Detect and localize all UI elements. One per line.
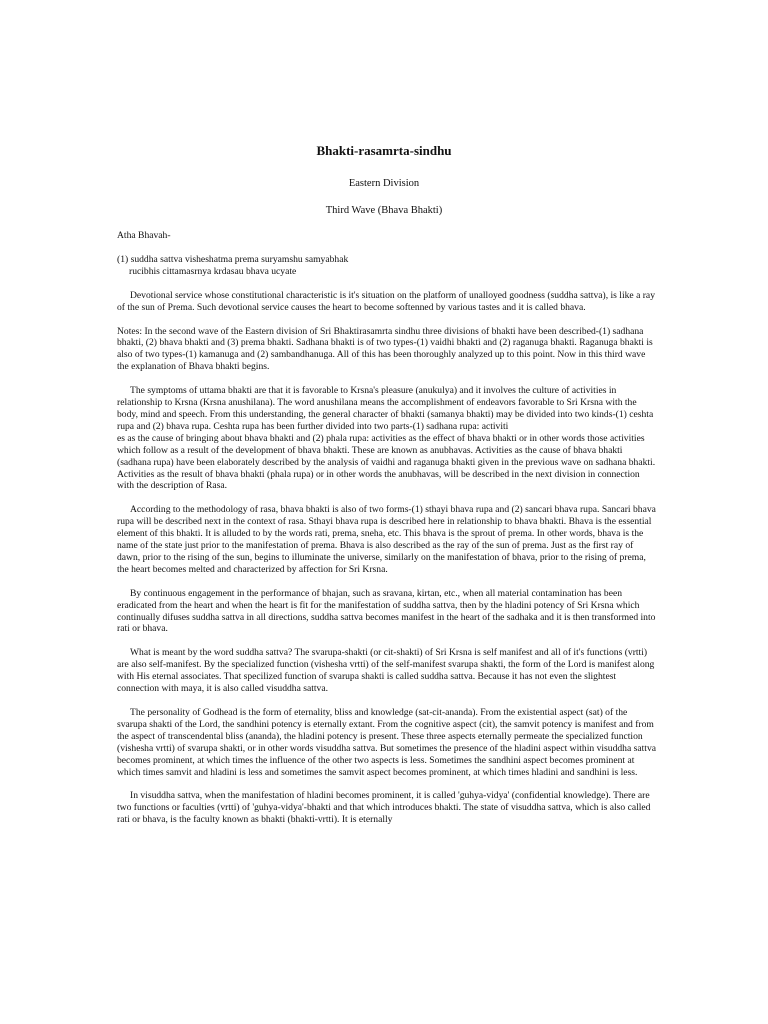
section-heading: Atha Bhavah- (117, 230, 171, 241)
paragraph: es as the cause of bringing about bhava bhakti and (2) phala rupa: activities as the effect of bhava bhakti or in other words those activities which follow as a result of the development of bhava bhakti. These are known as anubhavas. Activities as the cause of bhava bhakti (sadhana rupa) have been elaborately described by the analysis of vaidhi and raganuga bhakti given in the previous wave on sadhana bhakti. Activities as the result of bhava bhakti (phala rupa) or in other words the anubhavas, will be described in the next division in connection with the description of Rasa. (117, 432, 656, 492)
paragraph: The personality of Godhead is the form of eternality, bliss and knowledge (sat-cit-ananda). From the existential aspect (sat) of the svarupa shakti of the Lord, the sandhini potency is eternally extant. From the cognitive aspect (cit), the samvit potency is manifest and from the aspect of transcendental bliss (ananda), the hladini potency is present. These three aspects eternally permeate the specialized function (vishesha vrtti) of svarupa shakti, or in other words visuddha sattva. But sometimes the presence of the hladini aspect within visuddha sattva becomes prominent, at which times the influence of the other two aspects is less. Sometimes the sandhini aspect becomes prominent at which times samvit and hladini is less and sometimes the samvit aspect becomes prominent, at which times hladini and sandhini is less. (117, 707, 656, 778)
paragraph: In visuddha sattva, when the manifestation of hladini becomes prominent, it is called 'guhya-vidya' (confidential knowledge). There are two functions or faculties (vrtti) of 'guhya-vidya'-bhakti and that which introduces bhakti. The state of visuddha sattva, which is also called rati or bhava, is the faculty known as bhakti (bhakti-vrtti). It is eternally (117, 790, 651, 826)
paragraph: Notes: In the second wave of the Eastern division of Sri Bhaktirasamrta sindhu three divisions of bhakti have been described-(1) sadhana bhakti, (2) bhava bhakti and (3) prema bhakti. Sadhana bhakti is of two types-(1) vaidhi bhakti and (2) raganuga bhakti. Raganuga bhakti is also of two types-(1) kamanuga and (2) sambandhanuga. All of this has been thoroughly analyzed up to this point. Now in this third wave the explanation of Bhava bhakti begins. (117, 325, 653, 373)
paragraph: By continuous engagement in the performance of bhajan, such as sravana, kirtan, etc., when all material contamination has been eradicated from the heart and when the heart is fit for the manifestation of suddha sattva, then by the hladini potency of Sri Krsna which continually difuses suddha sattva in all directions, suddha sattva becomes manifest in the heart of the sadhaka and it is then transformed into rati or bhava. (117, 587, 656, 635)
wave-subtitle: Third Wave (Bhava Bhakti) (325, 205, 443, 216)
verse-block (117, 254, 657, 278)
verse-line-1: (1) suddha sattva visheshatma prema suryamshu samyabhak (117, 253, 349, 265)
division-subtitle: Eastern Division (348, 178, 420, 189)
document-title: Bhakti-rasamrta-sindhu (316, 143, 452, 158)
paragraph: Devotional service whose constitutional characteristic is it's situation on the platform of unalloyed goodness (suddha sattva), is like a ray of the sun of Prema. Such devotional service causes the heart to become softenned by various tastes and it is called bhava. (117, 289, 655, 313)
document-body (117, 230, 657, 838)
verse-line-2: rucibhis cittamasrnya krdasau bhava ucyate (129, 265, 297, 277)
paragraph: According to the methodology of rasa, bhava bhakti is also of two forms-(1) sthayi bhava rupa and (2) sancari bhava rupa. Sancari bhava rupa will be described next in the context of rasa. Sthayi bhava rupa is described here in relationship to bhava bhakti. Bhava is the essential element of this bhakti. It is alluded to by the words rati, prema, sneha, etc. This bhava is the sprout of prema. In other words, bhava is the name of the state just prior to the manifestation of prema. Bhava is also described as the ray of the sun of prema. Just as the first ray of dawn, prior to the rising of the sun, begins to illuminate the universe, similarly on the manifestation of bhava, prior to the rising of prema, the heart becomes melted and characterized by affection for Sri Krsna. (117, 504, 656, 575)
paragraph: The symptoms of uttama bhakti are that it is favorable to Krsna's pleasure (anukulya) and it involves the culture of activities in relationship to Krsna (Krsna anushilana). The word anushilana means the accomplishment of endeavors favorable to Sri Krsna with the body, mind and speech. From this understanding, the general character of bhakti (samanya bhakti) may be divided into two kinds-(1) ceshta rupa and (2) bhava rupa. Ceshta rupa has been further divided into two parts-(1) sadhana rupa: activiti (117, 385, 654, 432)
paragraph: What is meant by the word suddha sattva? The svarupa-shakti (or cit-shakti) of Sri Krsna is self manifest and all of it's functions (vrtti) are also self-manifest. By the specialized function (vishesha vrtti) of the self-manifest svarupa shakti, the form of the Lord is manifest along with His eternal associates. That specilized function of svarupa shakti is called suddha sattva. Because it has not even the slightest connection with maya, it is also called visuddha sattva. (117, 647, 655, 695)
